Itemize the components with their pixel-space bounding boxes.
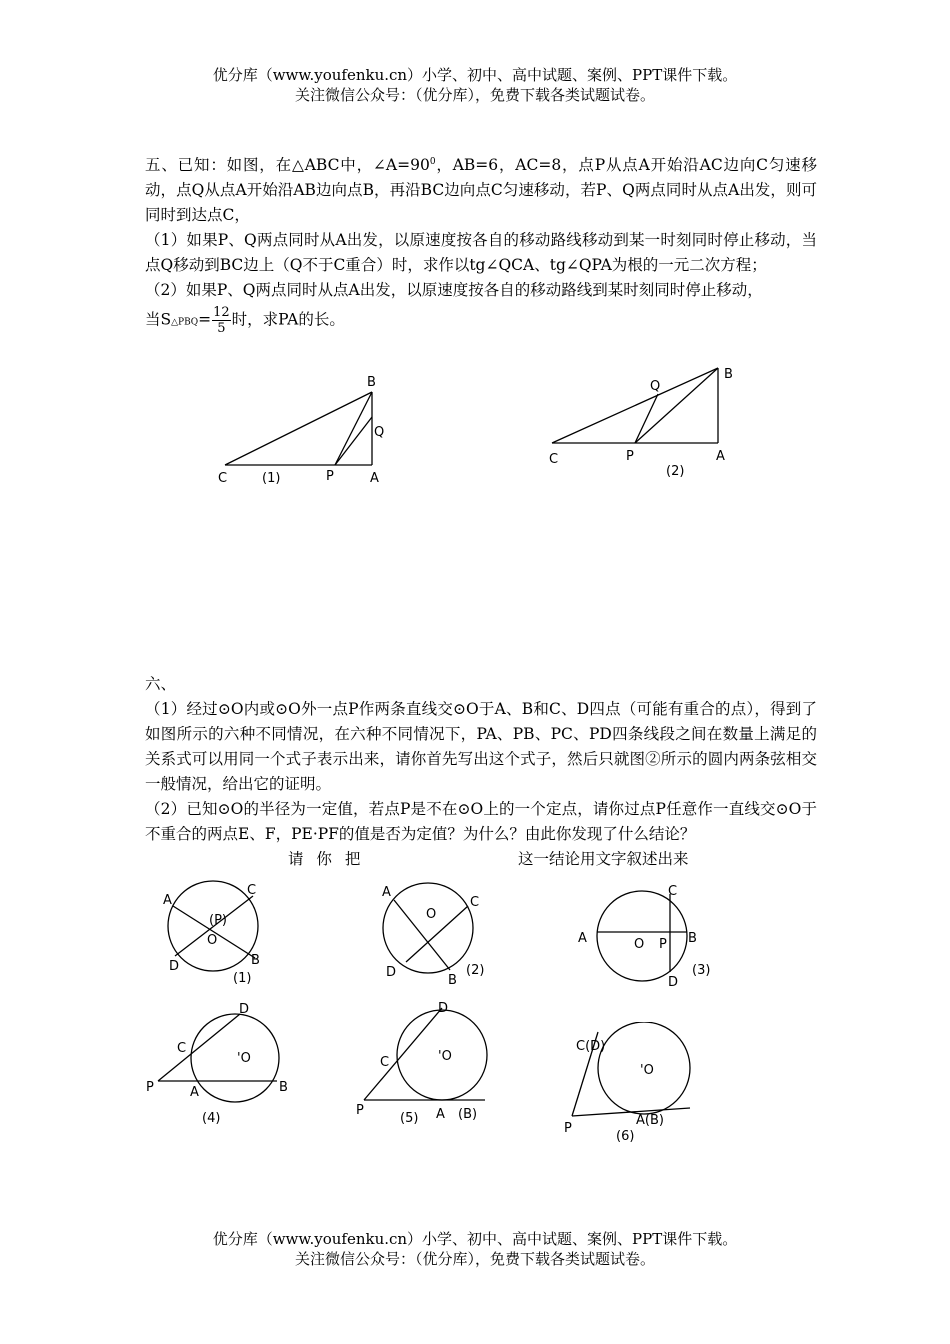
fig1-caption: (1) <box>262 471 281 486</box>
q5-intro <box>145 150 817 228</box>
f5-label-B: (B) <box>458 1107 478 1122</box>
q6-figure-2 <box>372 878 502 988</box>
f1-label-D: D <box>169 959 180 974</box>
f1-caption: (1) <box>233 971 252 986</box>
f5-label-C: C <box>380 1055 390 1070</box>
q6-figure-4 <box>140 998 300 1128</box>
q5-part1: （1）如果P、Q两点同时从A出发，以原速度按各自的移动路线移动到某一时刻同时停止移动，当点Q移动到BC边上（Q不于C重合）时，求作以tg∠QCA、tg∠QPA为根的一元二次方程； <box>145 231 817 275</box>
question-6 <box>145 672 817 847</box>
f4-label-C: C <box>177 1041 187 1056</box>
f3-label-O: O <box>634 937 645 952</box>
fig1-label-C: C <box>218 471 228 486</box>
f5-label-A: A <box>436 1107 445 1122</box>
f6-caption: (6) <box>616 1129 635 1144</box>
f5-caption: (5) <box>400 1111 419 1126</box>
footer-line-2: 关注微信公众号：（优分库），免费下载各类试题试卷。 <box>294 1250 655 1268</box>
f2-label-O: O <box>426 907 437 922</box>
fig2-caption: (2) <box>666 464 685 479</box>
q6-tail-left: 请 你 把 <box>288 850 361 868</box>
f2-label-D: D <box>386 965 397 980</box>
q6-figure-5 <box>350 998 500 1128</box>
f3-label-A: A <box>578 931 587 946</box>
q5-when: 当S <box>145 310 172 329</box>
f2-label-C: C <box>470 895 480 910</box>
fraction-numerator: 12 <box>213 305 230 321</box>
f1-label-A: A <box>163 893 172 908</box>
f6-label-P: P <box>564 1121 572 1136</box>
q5-figure-2 <box>540 360 750 480</box>
header-line-1: 优分库（www.youfenku.cn）小学、初中、高中试题、案例、PPT课件下载。 <box>212 66 738 84</box>
f6-label-CD: C(D) <box>576 1039 606 1054</box>
f4-label-D: D <box>239 1002 250 1017</box>
f3-label-C: C <box>668 884 678 899</box>
fig1-label-Q: Q <box>374 425 385 440</box>
f6-label-O: 'O <box>640 1063 654 1078</box>
fig2-label-C: C <box>549 452 559 467</box>
footer-line-1: 优分库（www.youfenku.cn）小学、初中、高中试题、案例、PPT课件下载。 <box>212 1230 738 1248</box>
f5-label-D: D <box>438 1001 449 1016</box>
f1-label-B: B <box>251 953 260 968</box>
f4-label-P: P <box>146 1080 154 1095</box>
q6-part2: （2）已知⊙O的半径为一定值，若点P是不在⊙O上的一个定点，请你过点P任意作一直线交⊙O于不重合的两点E、F，PE·PF的值是否为定值？为什么？由此你发现了什么结论？ <box>145 800 817 843</box>
fig1-label-P: P <box>326 469 334 484</box>
question-5 <box>145 150 817 336</box>
q6-part1: （1）经过⊙O内或⊙O外一点P作两条直线交⊙O于A、B和C、D四点（可能有重合的点），得到了如图所示的六种不同情况，在六种不同情况下，PA、PB、PC、PD四条线段之间在数量上满足的关系式可以用同一个式子表示出来，请你首先写出这个式子，然后只就图②所示的圆内两条弦相交一般情况，给出它的证明。 <box>145 700 817 793</box>
header-line-2: 关注微信公众号：（优分库），免费下载各类试题试卷。 <box>294 86 655 104</box>
f1-label-C: C <box>247 883 257 898</box>
f5-label-P: P <box>356 1103 364 1118</box>
fig2-label-A: A <box>716 449 725 464</box>
q5-figure-1 <box>210 372 400 492</box>
q5-part2-end: 时，求PA的长。 <box>231 310 345 329</box>
q6-title: 六、 <box>145 675 177 693</box>
f1-label-P: (P) <box>209 913 227 928</box>
fraction <box>212 305 231 336</box>
f3-label-B: B <box>688 931 697 946</box>
f4-label-O: 'O <box>237 1051 251 1066</box>
fig2-label-P: P <box>626 449 634 464</box>
q5-part2: （2）如果P、Q两点同时从点A出发，以原速度按各自的移动路线到某时刻同时停止移动， <box>145 281 763 300</box>
fig2-label-B: B <box>724 367 733 382</box>
q6-tail-right: 这一结论用文字叙述出来 <box>518 850 689 868</box>
f1-label-O: O <box>207 933 218 948</box>
f4-label-B: B <box>279 1080 288 1095</box>
fig1-label-A: A <box>370 471 379 486</box>
f2-caption: (2) <box>466 963 485 978</box>
f3-label-P: P <box>659 937 667 952</box>
q6-figure-3 <box>572 880 722 990</box>
q5-intro-b: ，AB=6，AC=8，点P从点A开始沿AC边向C匀速移动，点Q从点A开始沿AB边向点B，再沿BC边向点C匀速移动，若P、Q两点同时从点A出发，则可同时到达点C， <box>145 156 818 225</box>
fig1-label-B: B <box>367 375 376 390</box>
fraction-denominator: 5 <box>217 321 226 337</box>
f2-label-B: B <box>448 973 457 988</box>
f5-label-O: 'O <box>438 1049 452 1064</box>
f2-label-A: A <box>382 885 391 900</box>
q5-sub: △PBQ <box>171 317 199 328</box>
q6-figure-6 <box>560 1022 710 1147</box>
f4-caption: (4) <box>202 1111 221 1126</box>
f4-label-A: A <box>190 1085 199 1100</box>
q5-part2-condition <box>145 305 817 336</box>
fig2-label-Q: Q <box>650 379 661 394</box>
f3-label-D: D <box>668 975 679 990</box>
q5-intro-sup: 0 <box>429 157 436 167</box>
q5-eq: = <box>198 310 212 329</box>
f6-label-AB: A(B) <box>636 1113 664 1128</box>
q5-intro-a: 五、已知：如图，在△ABC中，∠A=90 <box>145 156 430 175</box>
f3-caption: (3) <box>692 963 711 978</box>
q6-figure-1 <box>155 878 275 988</box>
